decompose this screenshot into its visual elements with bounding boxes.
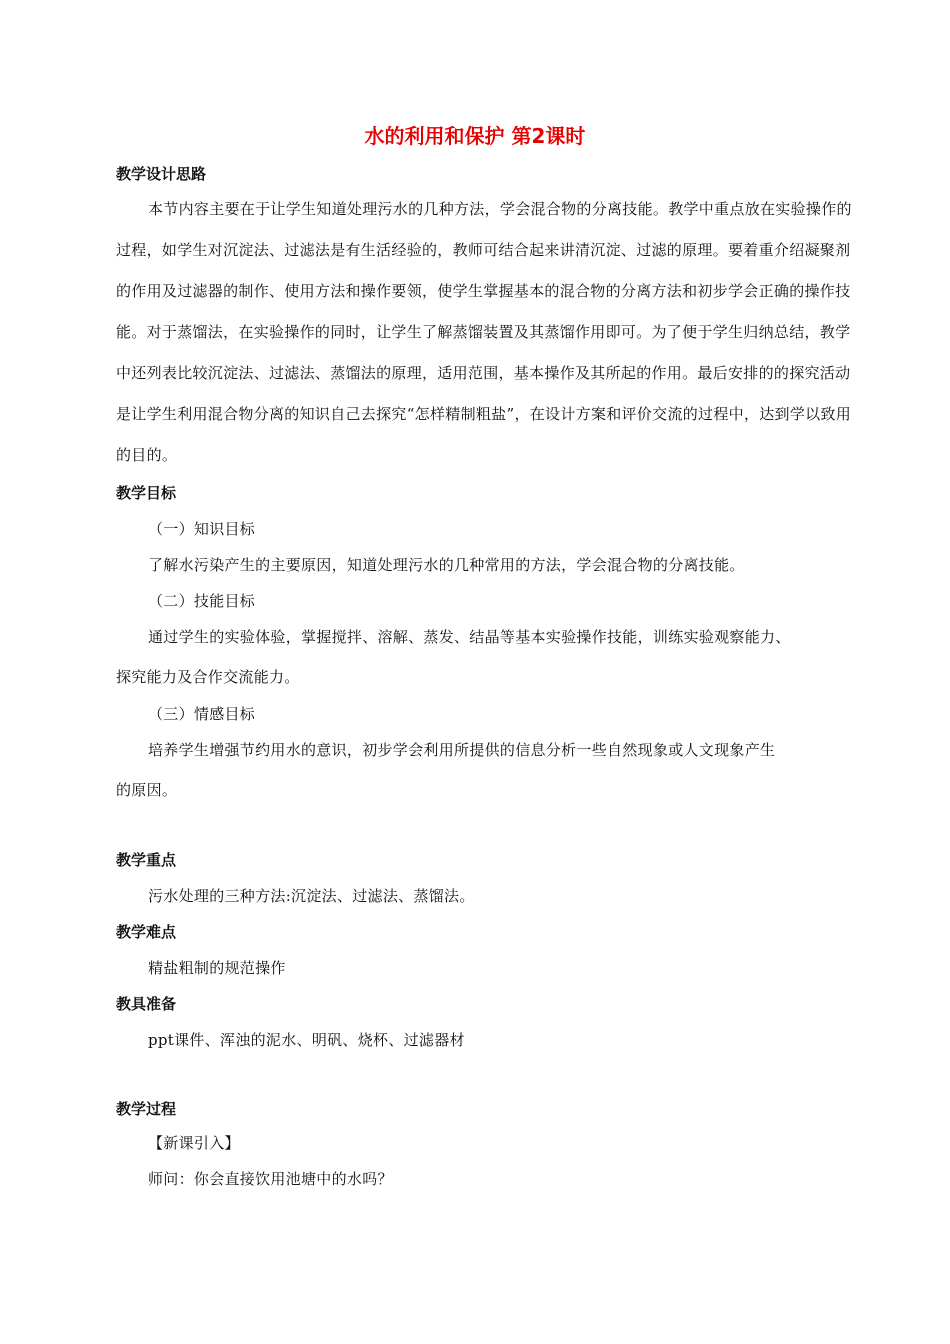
objectives-heading: 教学目标: [116, 484, 177, 502]
teacher-question: 师问：你会直接饮用池塘中的水吗？: [148, 1170, 393, 1188]
emotion-objective-text-1: 培养学生增强节约用水的意识，初步学会利用所提供的信息分析一些自然现象或人文现象产生: [148, 741, 776, 759]
new-lesson-intro-label: 【新课引入】: [148, 1134, 240, 1152]
skill-objective-text-2: 探究能力及合作交流能力。: [116, 668, 300, 686]
knowledge-objective-text: 了解水污染产生的主要原因，知道处理污水的几种常用的方法，学会混合物的分离技能。: [148, 556, 745, 574]
key-point-text: 污水处理的三种方法:沉淀法、过滤法、蒸馏法。: [148, 887, 475, 905]
skill-objective-text-1: 通过学生的实验体验，掌握搅拌、溶解、蒸发、结晶等基本实验操作技能，训练实验观察能力、: [148, 628, 791, 646]
difficulty-text: 精盐粗制的规范操作: [148, 959, 286, 977]
skill-objective-label: （二）技能目标: [148, 592, 256, 610]
document-title: 水的利用和保护 第2课时: [364, 124, 586, 148]
design-paragraph: 本节内容主要在于让学生知道处理污水的几种方法，学会混合物的分离技能。教学中重点放在实验操作的过程，如学生对沉淀法、过滤法是有生活经验的，教师可结合起来讲清沉淀、过滤的原理。要着重介绍凝聚剂的作用及过滤器的制作、使用方法和操作要领，使学生掌握基本的混合物的分离方法和初步学会正确的操作技能。对于蒸馏法，在实验操作的同时，让学生了解蒸馏装置及其蒸馏作用即可。为了便于学生归纳总结，教学中还列表比较沉淀法、过滤法、蒸馏法的原理，适用范围，基本操作及其所起的作用。最后安排的的探究活动是让学生利用混合物分离的知识自己去探究“怎样精制粗盐”，在设计方案和评价交流的过程中，达到学以致用的目的。: [116, 200, 852, 464]
process-heading: 教学过程: [116, 1100, 177, 1118]
design-heading: 教学设计思路: [116, 165, 207, 183]
difficulty-heading: 教学难点: [116, 923, 177, 941]
materials-text: ppt课件、浑浊的泥水、明矾、烧杯、过滤器材: [148, 1031, 465, 1049]
emotion-objective-text-2: 的原因。: [116, 781, 178, 799]
emotion-objective-label: （三）情感目标: [148, 705, 256, 723]
knowledge-objective-label: （一）知识目标: [148, 520, 256, 538]
key-point-heading: 教学重点: [116, 851, 177, 869]
materials-heading: 教具准备: [116, 995, 177, 1013]
